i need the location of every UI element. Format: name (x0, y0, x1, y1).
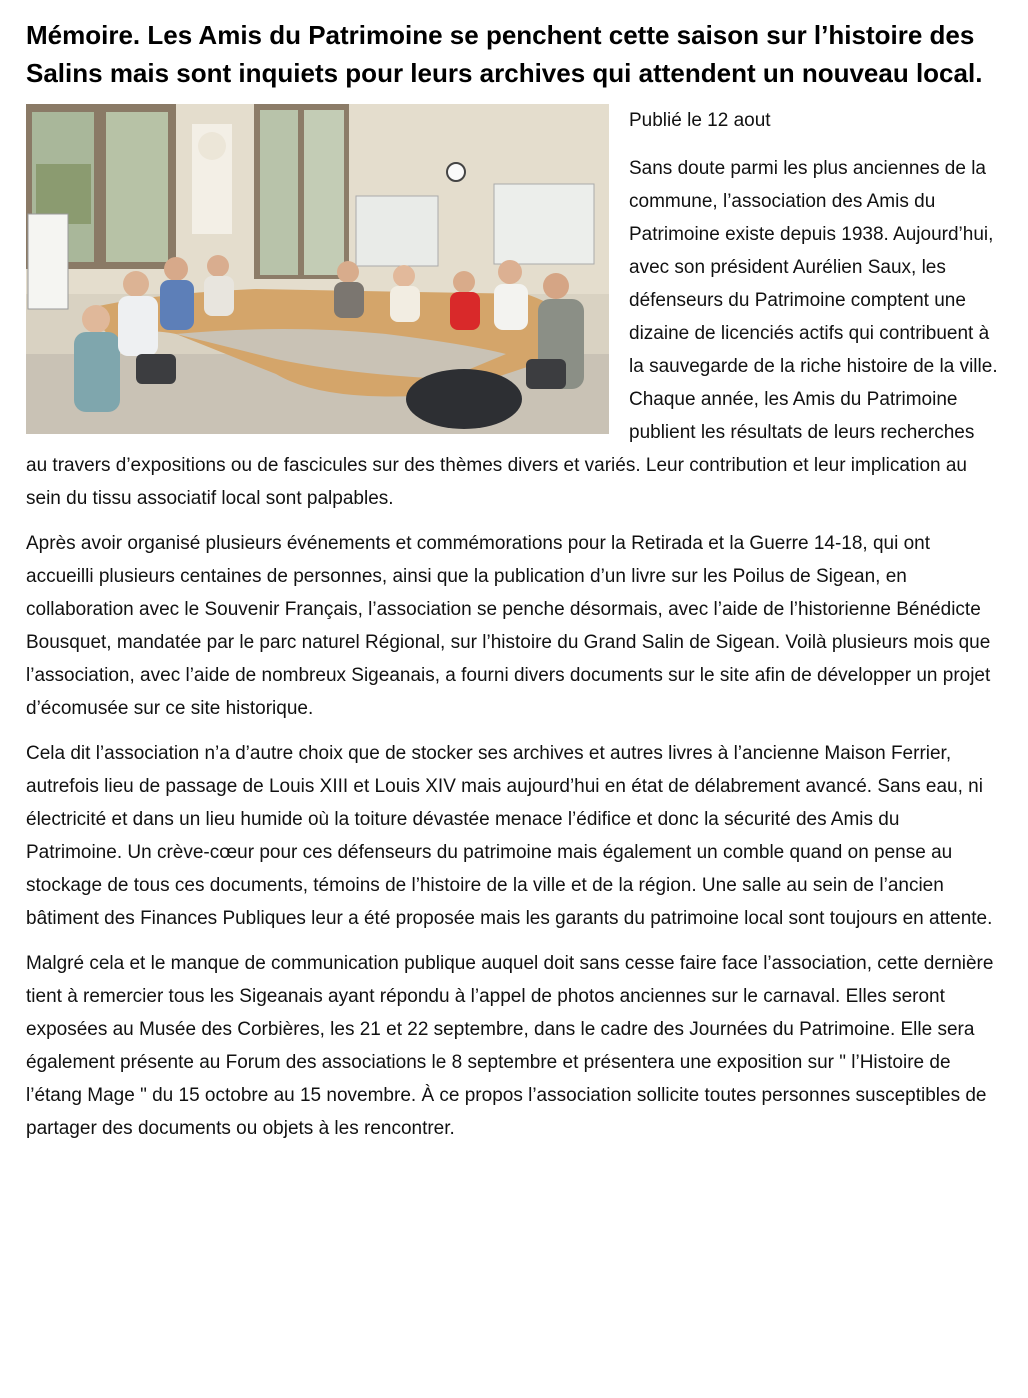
publication-date: Publié le 12 aout (629, 110, 771, 131)
article-paragraph-2: Après avoir organisé plusieurs événements et commémorations pour la Retirada et la Guerre 14-18, qui ont accueilli plusieurs centaines de personnes, ainsi que la publication d’un livre sur les Poilus de Sigean, en collaboration avec le Souvenir Français, l’association se penche désormais, avec l’aide de l’historienne Bénédicte Bousquet, mandatée par le parc naturel Régional, sur l’histoire du Grand Salin de Sigean. Voilà plusieurs mois que l’association, avec l’aide de nombreux Sigeanais, a fourni divers documents sur le site afin de développer un projet d’écomusée sur ce site historique. (26, 533, 991, 719)
article-paragraph-1: Sans doute parmi les plus anciennes de la commune, l’association des Amis du Patrimoine existe depuis 1938. Aujourd’hui, avec son président Aurélien Saux, les défenseurs du Patrimoine comptent une dizaine de licenciés actifs qui contribuent à la sauvegarde de la riche histoire de la ville. Chaque année, les Amis du Patrimoine publient les résultats de leurs recherches au travers d’expositions ou de fascicules sur des thèmes divers et variés. Leur contribution et leur implication au sein du tissu associatif local sont palpables. (26, 158, 998, 509)
meeting-photo (26, 104, 609, 434)
article-paragraph-4: Malgré cela et le manque de communication publique auquel doit sans cesse faire face l’association, cette dernière tient à remercier tous les Sigeanais ayant répondu à l’appel de photos anciennes sur le carnaval. Elles seront exposées au Musée des Corbières, les 21 et 22 septembre, dans le cadre des Journées du Patrimoine. Elle sera également présente au Forum des associations le 8 septembre et présentera une exposition sur " l’Histoire de l’étang Mage " du 15 octobre au 15 novembre. À ce propos l’association sollicite toutes personnes susceptibles de partager des documents ou objets à les rencontrer. (26, 953, 994, 1139)
meeting-room-illustration (26, 104, 609, 434)
article-title: Mémoire. Les Amis du Patrimoine se penchent cette saison sur l’histoire des Salins mais sont inquiets pour leurs archives qui attendent un nouveau local. (26, 20, 983, 88)
article-paragraph-3: Cela dit l’association n’a d’autre choix que de stocker ses archives et autres livres à l’ancienne Maison Ferrier, autrefois lieu de passage de Louis XIII et Louis XIV mais aujourd’hui en état de délabrement avancé. Sans eau, ni électricité et dans un lieu humide où la toiture dévastée menace l’édifice et donc la sécurité des Amis du Patrimoine. Un crève-cœur pour ces défenseurs du patrimoine mais également un comble quand on pense au stockage de tous ces documents, témoins de l’histoire de la ville et de la région. Une salle au sein de l’ancien bâtiment des Finances Publiques leur a été proposée mais les garants du patrimoine local sont toujours en attente. (26, 743, 993, 929)
